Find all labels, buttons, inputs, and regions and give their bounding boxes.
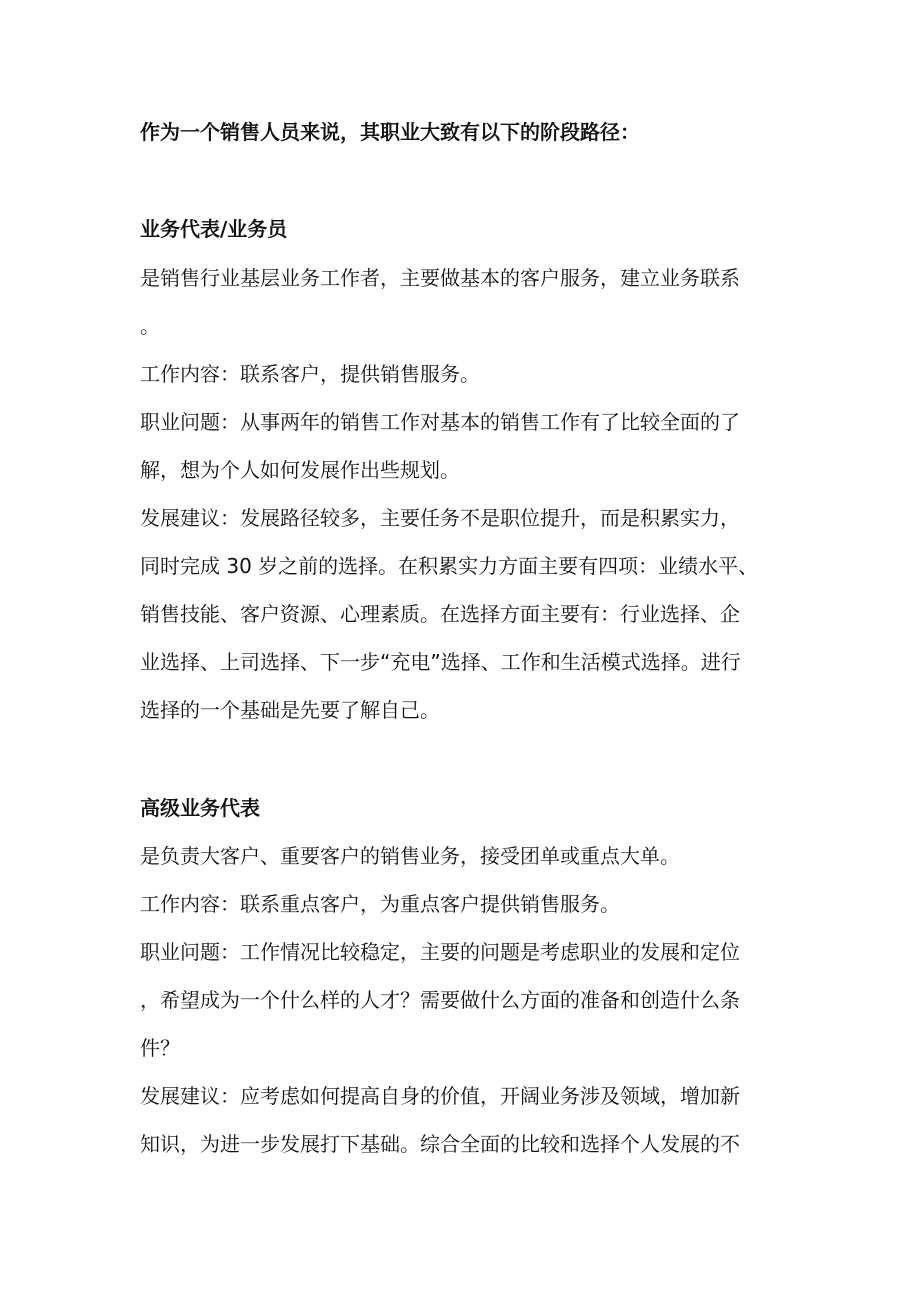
paragraph-line: 件？ [140,1036,180,1060]
paragraph-line: 工作内容：联系重点客户，为重点客户提供销售服务。 [140,892,620,916]
paragraph-line: 职业问题：从事两年的销售工作对基本的销售工作有了比较全面的了 [140,410,740,434]
paragraph-line: 选择的一个基础是先要了解自己。 [140,698,440,722]
paragraph-line: 。 [140,314,160,338]
paragraph-line: 销售技能、客户资源、心理素质。在选择方面主要有：行业选择、企 [140,602,740,626]
section-heading-senior-sales-rep: 高级业务代表 [140,796,260,820]
paragraph-line: 是销售行业基层业务工作者，主要做基本的客户服务，建立业务联系 [140,266,740,290]
paragraph-line: 业选择、上司选择、下一步“充电”选择、工作和生活模式选择。进行 [140,650,741,674]
section-heading-sales-rep: 业务代表/业务员 [140,217,288,241]
paragraph-line: 是负责大客户、重要客户的销售业务，接受团单或重点大单。 [140,844,680,868]
paragraph-line: 解，想为个人如何发展作出些规划。 [140,458,460,482]
paragraph-line: 工作内容：联系客户，提供销售服务。 [140,362,480,386]
paragraph-line: 职业问题：工作情况比较稳定，主要的问题是考虑职业的发展和定位 [140,940,740,964]
paragraph-line: 同时完成 30 岁之前的选择。在积累实力方面主要有四项：业绩水平、 [140,554,759,578]
intro-heading: 作为一个销售人员来说，其职业大致有以下的阶段路径： [140,120,640,144]
paragraph-line: 知识，为进一步发展打下基础。综合全面的比较和选择个人发展的不 [140,1132,740,1156]
paragraph-line: ，希望成为一个什么样的人才？需要做什么方面的准备和创造什么条 [140,988,740,1012]
paragraph-line: 发展建议：应考虑如何提高自身的价值，开阔业务涉及领域，增加新 [140,1084,740,1108]
paragraph-line: 发展建议：发展路径较多，主要任务不是职位提升，而是积累实力， [140,506,740,530]
